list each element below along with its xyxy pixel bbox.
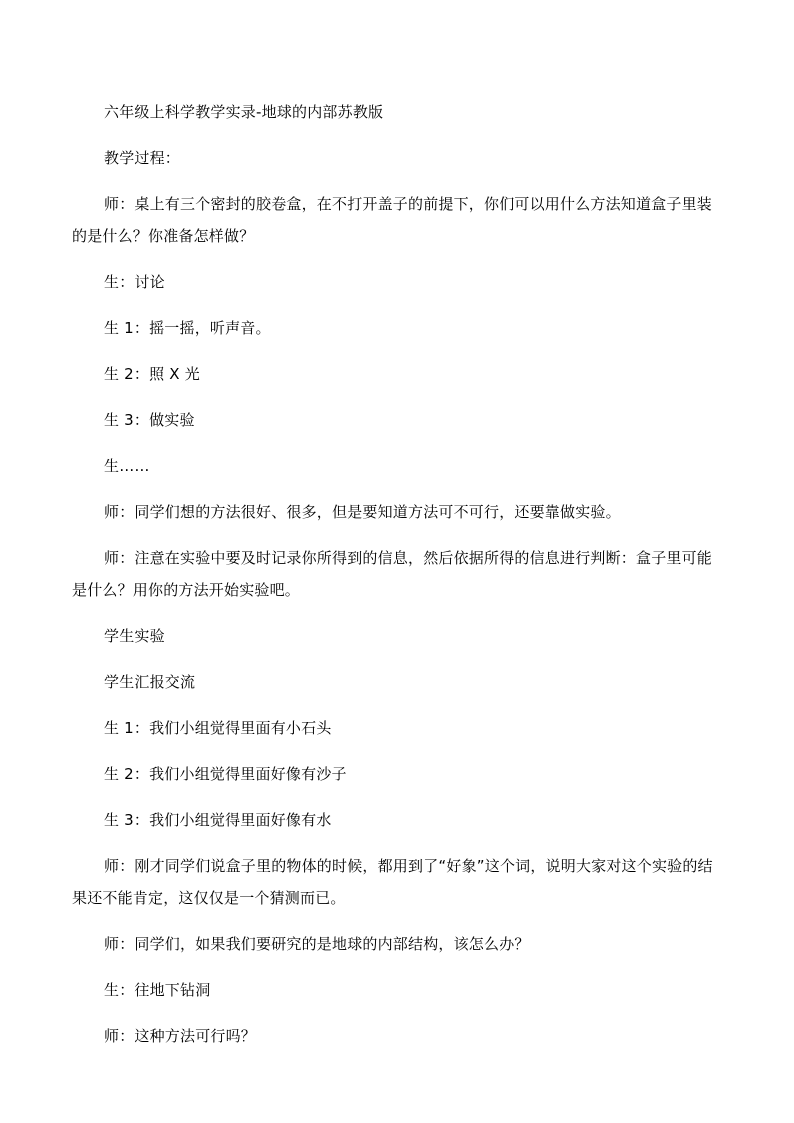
paragraph: 学生实验 [104,627,165,645]
document-body [72,96,726,1066]
paragraph: 生 2：照 X 光 [104,365,200,383]
document-title: 六年级上科学教学实录-地球的内部苏教版 [104,103,384,121]
paragraph: 学生汇报交流 [104,673,196,691]
paragraph: 师：注意在实验中要及时记录你所得到的信息，然后依据所得的信息进行判断：盒子里可能是什么？用你的方法开始实验吧。 [72,549,713,599]
paragraph: 生 2：我们小组觉得里面好像有沙子 [104,765,347,783]
paragraph: 师：同学们想的方法很好、很多，但是要知道方法可不可行，还要靠做实验。 [104,503,621,521]
paragraph: 师：桌上有三个密封的胶卷盒，在不打开盖子的前提下，你们可以用什么方法知道盒子里装的是什么？你准备怎样做？ [72,195,713,245]
paragraph: 生…… [104,457,150,475]
paragraph: 生 1：我们小组觉得里面有小石头 [104,719,332,737]
paragraph: 生：往地下钻洞 [104,981,211,999]
paragraph: 生：讨论 [104,273,165,291]
paragraph: 生 1：摇一摇，听声音。 [104,319,271,337]
paragraph: 师：同学们，如果我们要研究的是地球的内部结构，该怎么办？ [104,935,530,953]
paragraph: 师：这种方法可行吗？ [104,1027,257,1045]
paragraph: 师：刚才同学们说盒子里的物体的时候，都用到了“好象”这个词，说明大家对这个实验的结果还不能肯定，这仅仅是一个猜测而已。 [72,857,713,907]
paragraph: 生 3：做实验 [104,411,195,429]
paragraph: 教学过程： [104,149,181,167]
paragraph: 生 3：我们小组觉得里面好像有水 [104,811,332,829]
